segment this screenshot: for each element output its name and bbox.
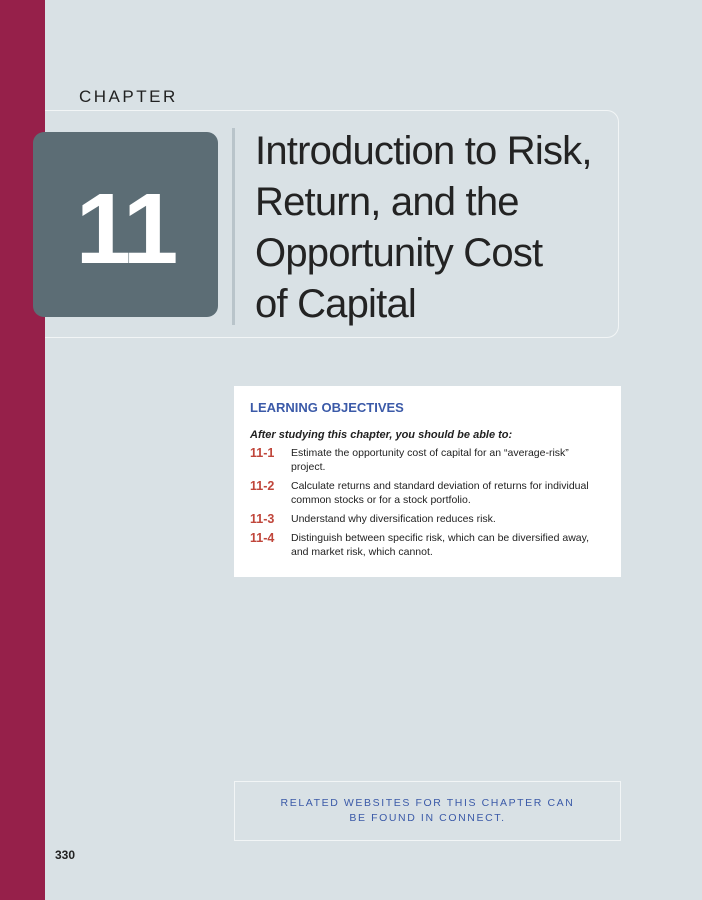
objective-number: 11-3 xyxy=(250,512,275,526)
learning-objectives-heading: LEARNING OBJECTIVES xyxy=(250,400,404,415)
objective-item xyxy=(250,446,605,474)
objective-item xyxy=(250,531,605,559)
page-number: 330 xyxy=(55,848,76,862)
objective-number: 11-2 xyxy=(250,479,275,493)
learning-objectives-box xyxy=(234,386,621,577)
chapter-number: 11 xyxy=(75,172,176,285)
chapter-number-box xyxy=(33,132,218,317)
title-divider xyxy=(232,128,235,325)
chapter-title xyxy=(255,126,615,330)
objective-text: Understand why diversification reduces risk. xyxy=(291,513,496,525)
chapter-title-line: Opportunity Cost xyxy=(255,231,543,275)
chapter-title-line: of Capital xyxy=(255,282,416,326)
chapter-label: CHAPTER xyxy=(79,87,178,106)
chapter-title-line: Return, and the xyxy=(255,180,519,224)
objective-text: Distinguish between specific risk, which can be diversified away, and market risk, which cannot. xyxy=(291,532,590,558)
related-websites-text: RELATED WEBSITES FOR THIS CHAPTER CAN BE FOUND IN CONNECT. xyxy=(280,797,575,824)
objective-number: 11-1 xyxy=(250,446,275,460)
objective-text: Calculate returns and standard deviation of returns for individual common stocks or for a stock portfolio. xyxy=(291,480,589,506)
chapter-title-line: Introduction to Risk, xyxy=(255,129,592,173)
learning-objectives-intro: After studying this chapter, you should be able to: xyxy=(250,429,513,441)
objective-item xyxy=(250,479,605,507)
related-websites-box xyxy=(234,781,621,841)
objective-text: Estimate the opportunity cost of capital for an “average-risk” project. xyxy=(291,447,569,473)
objective-number: 11-4 xyxy=(250,531,275,545)
objective-item xyxy=(250,512,605,526)
